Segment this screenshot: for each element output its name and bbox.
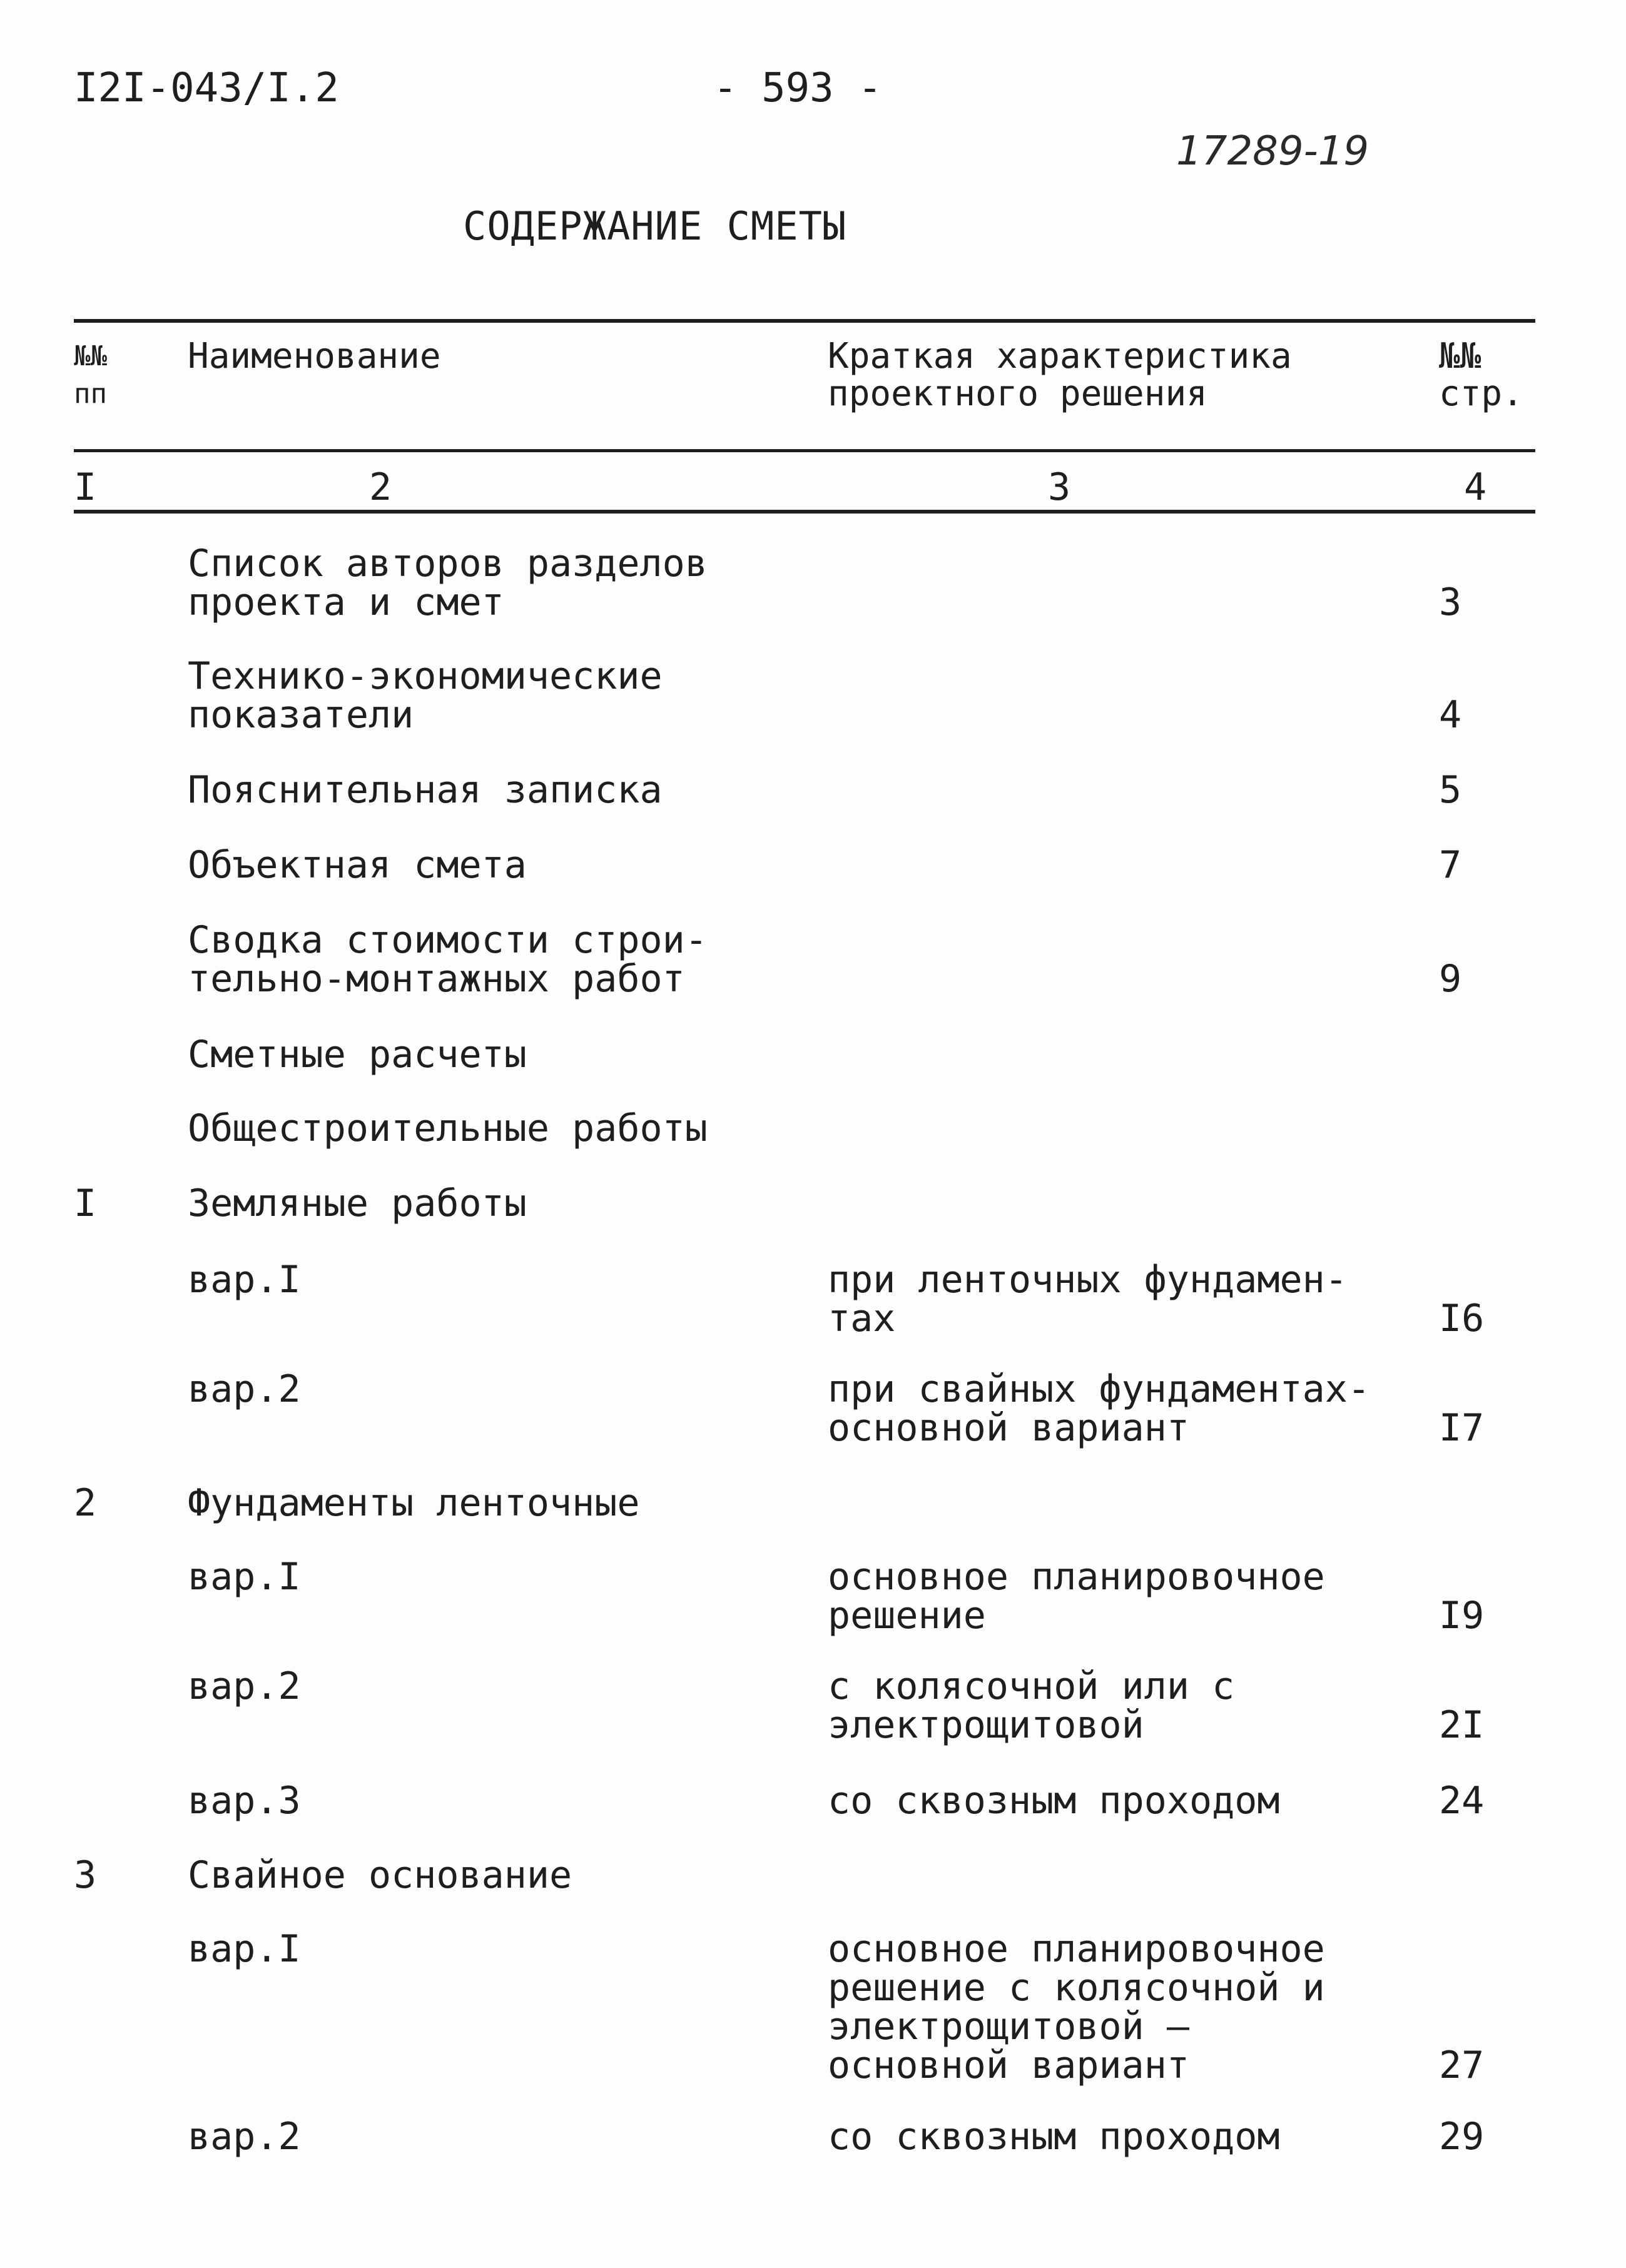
- row-number: 2: [74, 1481, 97, 1525]
- row-number: I: [74, 1182, 97, 1225]
- column-number-3: 3: [1048, 465, 1071, 509]
- row-page: 4: [1439, 693, 1462, 737]
- row-description: со сквозным проходом: [828, 2115, 1280, 2159]
- column-header-page: №№ стр.: [1439, 336, 1523, 414]
- row-name: Фундаменты ленточные: [188, 1481, 640, 1525]
- row-number: 3: [74, 1853, 97, 1897]
- row-description: со сквозным проходом: [828, 1779, 1280, 1823]
- row-name: вар.I: [188, 1555, 301, 1599]
- row-name: вар.I: [188, 1927, 301, 1971]
- row-page: I7: [1439, 1406, 1485, 1450]
- column-number-4: 4: [1464, 465, 1487, 509]
- row-description: основное планировочное решение: [828, 1555, 1325, 1638]
- row-name: Объектная смета: [188, 843, 527, 887]
- row-description: с колясочной или с электрощитовой: [828, 1664, 1235, 1747]
- row-page: 2I: [1439, 1703, 1485, 1747]
- row-page: 27: [1439, 2043, 1485, 2087]
- row-name: Список авторов разделов проекта и смет: [188, 542, 708, 624]
- column-numbers-rule: [74, 510, 1535, 514]
- row-page: I6: [1439, 1297, 1485, 1340]
- row-name: вар.3: [188, 1779, 301, 1823]
- row-name: вар.I: [188, 1258, 301, 1302]
- row-name: Сводка стоимости строи- тельно-монтажных работ: [188, 918, 708, 1001]
- page-number: - 593 -: [713, 65, 882, 111]
- column-header-description: Краткая характеристика проектного решения: [828, 336, 1292, 414]
- document-code: I2I-043/I.2: [74, 65, 339, 111]
- row-name: вар.2: [188, 1664, 301, 1708]
- row-description: при свайных фундаментах- основной вариант: [828, 1367, 1370, 1450]
- header-rule: [74, 449, 1535, 452]
- row-name: Земляные работы: [188, 1182, 527, 1225]
- column-number-2: 2: [369, 465, 392, 509]
- row-name: Пояснительная записка: [188, 768, 663, 812]
- row-name: Сметные расчеты: [188, 1033, 527, 1076]
- row-page: 3: [1439, 580, 1462, 624]
- column-header-name: Наименование: [188, 336, 441, 377]
- row-description: основное планировочное решение с колясочной и электрощитовой – основной вариант: [828, 1927, 1325, 2087]
- row-page: I9: [1439, 1594, 1485, 1638]
- row-name: Технико-экономические показатели: [188, 654, 663, 737]
- row-page: 24: [1439, 1779, 1485, 1823]
- column-number-1: I: [74, 465, 97, 509]
- table-top-rule: [74, 319, 1535, 323]
- row-name: Общестроительные работы: [188, 1106, 708, 1150]
- row-name: Свайное основание: [188, 1853, 572, 1897]
- row-description: при ленточных фундамен- тах: [828, 1258, 1348, 1340]
- row-page: 7: [1439, 843, 1462, 887]
- row-name: вар.2: [188, 1367, 301, 1411]
- row-name: вар.2: [188, 2115, 301, 2159]
- column-header-num: №№ пп: [74, 340, 107, 410]
- row-page: 5: [1439, 768, 1462, 812]
- handwritten-number: 17289-19: [1176, 128, 1369, 175]
- row-page: 29: [1439, 2115, 1485, 2159]
- row-page: 9: [1439, 957, 1462, 1001]
- page-title: СОДЕРЖАНИЕ СМЕТЫ: [463, 203, 847, 249]
